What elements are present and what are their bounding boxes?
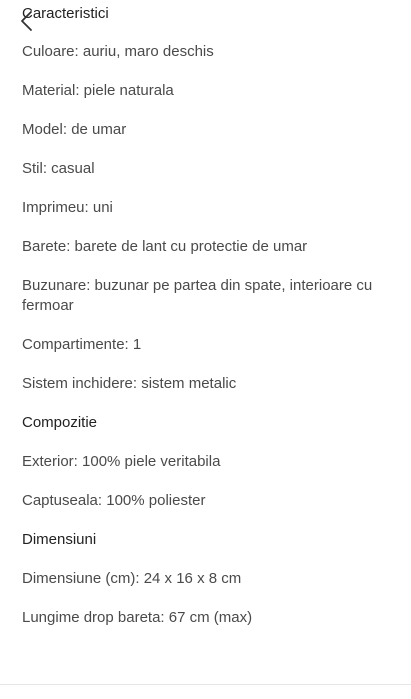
spec-buzunare: Buzunare: buzunar pe partea din spate, interioare cu fermoar xyxy=(22,277,373,314)
section-heading-compozitie: Compozitie xyxy=(22,414,98,431)
chevron-left-icon xyxy=(17,10,37,32)
spec-dimensiune: Dimensiune (cm): 24 x 16 x 8 cm xyxy=(22,570,242,587)
spec-barete: Barete: barete de lant cu protectie de umar xyxy=(22,238,308,255)
back-button[interactable] xyxy=(10,4,44,38)
spec-lungime-drop: Lungime drop bareta: 67 cm (max) xyxy=(22,609,253,626)
spec-model: Model: de umar xyxy=(22,121,127,138)
bottom-divider xyxy=(0,684,411,685)
spec-compartimente: Compartimente: 1 xyxy=(22,336,142,353)
spec-imprimeu: Imprimeu: uni xyxy=(22,199,113,216)
section-heading-dimensiuni: Dimensiuni xyxy=(22,531,97,548)
spec-sistem-inchidere: Sistem inchidere: sistem metalic xyxy=(22,375,237,392)
spec-exterior: Exterior: 100% piele veritabila xyxy=(22,453,221,470)
spec-culoare: Culoare: auriu, maro deschis xyxy=(22,43,214,60)
spec-captuseala: Captuseala: 100% poliester xyxy=(22,492,206,509)
spec-material: Material: piele naturala xyxy=(22,82,174,99)
section-heading-caracteristici: Caracteristici xyxy=(22,5,109,22)
spec-stil: Stil: casual xyxy=(22,160,95,177)
